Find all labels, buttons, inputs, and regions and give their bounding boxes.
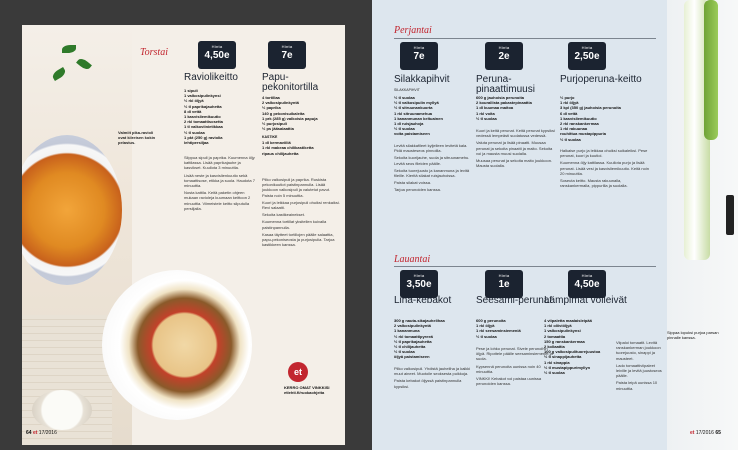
ingredient: 150 g ranskankermaa xyxy=(544,338,585,344)
step: Levitä silakkafileet kyljelleen levitetä kala. Pidä mausteseos pinnoilla. xyxy=(394,143,468,154)
price-heading: Hinta xyxy=(581,273,593,278)
ingredient: 2 tomaattia xyxy=(544,333,566,339)
step: Pilko valkosipuli. Yhdistä jauheliha ja kaikki muut aineet. Muotoile seoksesta puikkoja. xyxy=(394,366,471,377)
price-badge xyxy=(198,41,236,69)
ingredient: 1 dl kermaviiliä xyxy=(262,140,291,146)
ingredient: 1 valkosipulinkynsi xyxy=(184,93,221,99)
step: Lado tomaattiviipaleet leiville ja levitä juustoseos päälle. xyxy=(616,362,662,379)
ingredient: 1 kananmunan keltuainen xyxy=(394,115,443,121)
ingredient: ½ paprika xyxy=(262,105,281,111)
issue-number: 17/2016 xyxy=(38,430,57,436)
photo-caption: Valmiit pika-ravioli ovat kiireisen kokin pelastus. xyxy=(118,130,156,145)
recipe-steps xyxy=(560,148,652,190)
section-divider xyxy=(394,38,656,39)
price-value: 7e xyxy=(413,51,425,62)
price-value: 7e xyxy=(281,50,293,61)
knife-image xyxy=(726,195,734,235)
ingredient: 600 g perunoita xyxy=(476,318,506,323)
magazine-name: et xyxy=(690,430,695,436)
promo-text[interactable]: KERRO OMAT VINKKISI etlehti.fi/ruokaohjeita xyxy=(284,385,330,395)
step: Pilko valkosipuli ja paprika. Ruskista pekonikuutiot paistinpannulla. Lisää joukkoon valkosipuli ja valutetut pavut. Paista noin 5 minuuttia. xyxy=(262,177,331,198)
price-badge xyxy=(568,270,606,298)
step: Kuumenna öljy kattilassa. Kuullota purjo ja lisää perunat. Lisää vesi ja kasvisliemikuutio. Keitä noin 20 minuuttia. xyxy=(560,160,649,176)
ingredient: ½ tl suolaa xyxy=(394,95,415,100)
price-value: 1e xyxy=(498,279,510,290)
recipe-steps xyxy=(262,177,340,249)
price-heading: Hinta xyxy=(581,45,593,50)
ingredient: 1 kasvisliemikuutio xyxy=(560,115,597,121)
dip-bowl-image xyxy=(32,390,92,430)
ingredient: ½ tl suolaa xyxy=(476,115,497,121)
ingredient: 1 dl ruisjauhoja xyxy=(394,121,424,127)
ingredient: ½ tl suolaa xyxy=(560,136,581,142)
ingredient: 1 rkl öljyä xyxy=(560,100,579,106)
step: Sekoita kuorijauhe, suola ja sitruunamehu. Levitä seos fileiden päälle. xyxy=(394,155,470,166)
recipe-subtitle: SILAKKAPIHVIT xyxy=(394,88,420,92)
ingredient: ½ tl suolaa xyxy=(476,333,497,339)
recipe-steps xyxy=(184,155,256,213)
price-badge xyxy=(400,42,438,70)
ingredient: ½ ps jääsalaattia xyxy=(262,126,294,132)
ingredient: 2 rkl ranskankermaa xyxy=(560,121,599,127)
sauce-label: KASTIKE xyxy=(262,135,278,139)
ingredient: 2 kollaattia xyxy=(544,344,565,350)
price-value: 2,50e xyxy=(574,51,600,62)
ingredient-list xyxy=(184,88,254,145)
step: Silppua sipuli ja paprika. Kuumenna öljy kattilassa. Lisää paprikajauhe ja kasvikset. Kuullota 3 minuuttia. xyxy=(184,155,255,171)
ingredient: 1 rkl voita xyxy=(476,110,495,116)
page-number: 64 xyxy=(26,430,32,436)
issue-number: 17/2016 xyxy=(695,430,714,436)
ingredient: ½ tl suolaa xyxy=(394,349,415,355)
ingredient: ½ tl suolaa xyxy=(184,129,205,135)
ingredient: 8 dl vettä xyxy=(184,108,202,114)
recipe-title: Silakkapihvit xyxy=(394,74,450,85)
ingredient: 300 g nauta-sikajauhelihaa xyxy=(394,318,445,323)
section-divider xyxy=(394,266,656,267)
recipe-title: Peruna-pinaattimuusi xyxy=(476,74,535,95)
price-heading: Hinta xyxy=(281,44,293,49)
ingredient: 1 rkl rakuunaa xyxy=(560,126,588,132)
step: Sekoita kastikeainekset. xyxy=(262,212,305,218)
price-value: 3,50e xyxy=(406,279,432,290)
ingredient: ½ tl valkosipulin myllyä xyxy=(394,100,439,106)
step: Kuori ja keitä perunat. Keitä perunat kypsiksi vedessä lempeästi suolatussa vedessä. xyxy=(476,128,555,139)
ingredient: 600 g jauhoisia perunoita xyxy=(476,95,525,100)
day-label: Perjantai xyxy=(394,25,432,36)
step: Muusaa perunat ja sekoita maito joukkoon. Mausta suolalla. xyxy=(476,158,553,169)
ingredient: 1 rkl öljyä xyxy=(476,323,495,329)
page-folio xyxy=(26,430,57,436)
ingredient: ½ tl suolaa xyxy=(394,126,415,132)
ingredient-list xyxy=(394,95,474,137)
ingredient: ½ rkl tomaattipyreeä xyxy=(394,333,433,339)
left-page xyxy=(22,25,345,445)
price-value: 4,50e xyxy=(574,279,600,290)
price-badge xyxy=(268,41,306,69)
price-badge xyxy=(485,42,523,70)
ingredient: 1 kasvisliemikuutio xyxy=(184,114,221,120)
step: Lisää neste ja kasvislienkuutio sekä tomaattisose, etikka ja suola. Haudota 7 minuuttia. xyxy=(184,172,255,189)
recipe-title: Liha-kebakot xyxy=(394,295,452,306)
step: Valuta perunat ja lisää pinaatti. Muusaa perunat ja sekoita pinaatti ja maito. Sekoita voi ja mausta muusi suolalla. xyxy=(476,140,553,156)
step: Kypsennä perunoita uunissa noin 40 minuuttia. xyxy=(476,363,541,374)
ingredient: 2 kourallista pakastepinaattia xyxy=(476,100,532,106)
day-label: Lauantai xyxy=(394,254,431,265)
step: Kuori ja leikkaa purjosipuli ohuiksi renkaiksi. Revi salaatti. xyxy=(262,199,340,211)
side-caption: Sippaa lopuksi purjoa parsan pinnalle kanssa. xyxy=(667,330,719,340)
page-number: 65 xyxy=(715,430,721,436)
ingredient: 2 valkosipulinkyntä xyxy=(394,323,431,329)
recipe-steps xyxy=(476,128,558,170)
ingredient-list xyxy=(476,95,558,121)
recipe-title: Papu-pekonitortilla xyxy=(262,72,319,93)
step: Sekoita tuorejuusto ja kananmuna ja levitä fileille. Kieritä silakat ruisjauhoissa. xyxy=(394,167,470,179)
ingredient: rouhittua mustapippuria xyxy=(560,131,606,137)
step: Soseuta keitto. Mausta rakuunalla, ranskankermalla, pippurilla ja suolalla. xyxy=(560,178,628,189)
ingredient: ½ tl chilijauhetta xyxy=(394,344,426,350)
tortilla-plate-image xyxy=(102,270,252,420)
ingredient: 1 tl valkoviinietikkaa xyxy=(184,124,223,130)
ingredient: 1 kananmuna xyxy=(394,328,420,334)
ingredient: 6 dl vettä xyxy=(560,110,578,116)
ingredient-list xyxy=(560,95,650,142)
price-value: 2e xyxy=(498,51,510,62)
recipe-steps xyxy=(616,340,666,393)
recipe-title: Raviolikeitto xyxy=(184,72,238,83)
ingredient: ½ tl sinappijauhetta xyxy=(544,354,582,360)
ingredient: ripaus chilijauhetta xyxy=(262,150,299,156)
sauce-list xyxy=(262,135,342,156)
recipe-steps xyxy=(394,143,476,195)
ingredient-list xyxy=(394,318,474,360)
ingredient: 1 valkosipulinkynsi xyxy=(544,328,581,334)
ingredient: 100 g valkosipulituorejuustoa xyxy=(544,349,601,355)
ingredient: 4 tortillaa xyxy=(262,95,280,100)
ingredient: ½ tl suolaa xyxy=(544,370,565,376)
leek-leaf-image xyxy=(704,0,718,140)
ingredient: ½ purjosipuli xyxy=(262,121,287,127)
ingredient: lehtipersiljaa xyxy=(184,140,209,146)
ingredient: 3 kpl (350 g) jauhoisia perunoita xyxy=(560,105,621,111)
ingredient: 140 g pekonisuikaleita xyxy=(262,110,305,116)
recipe-title: Purjoperuna-keitto xyxy=(560,74,642,85)
recipe-steps xyxy=(394,366,474,391)
ingredient: 1 dl kuumaa maitoa xyxy=(476,105,514,111)
step: Paista leipä uunissa 10 minuuttia. xyxy=(616,380,658,391)
ingredient: 4 viipaletta maalaisleipää xyxy=(544,318,592,323)
price-heading: Hinta xyxy=(413,45,425,50)
price-heading: Hinta xyxy=(498,273,510,278)
price-heading: Hinta xyxy=(211,44,223,49)
step: Nosta kattila. Keitä paketin ohjeen mukaan ravioleja kuumaan keittoon 2 minuuttia. Viimeistele keitto silputulla persiljalla. xyxy=(184,190,251,211)
ingredient: ½ tl paprikajauhetta xyxy=(394,338,432,344)
step: Pese ja lohko perunat. Sivele perunoihin öljyä. Ripottele päälle seesaminsiemenet ja suola. xyxy=(476,346,553,362)
ingredient: ½ tl sitruunankuorta xyxy=(394,105,433,111)
ingredient: 1 rkl seesaminsiemeniä xyxy=(476,328,521,334)
step: Kuumenna tortillat yksitellen kuivalla paistinpannulla. xyxy=(262,219,327,230)
price-badge xyxy=(568,42,606,70)
ingredient: ½ purjo xyxy=(560,95,575,100)
price-heading: Hinta xyxy=(498,45,510,50)
ingredient: öljyä paistamiseen xyxy=(394,354,430,360)
ingredient-list xyxy=(262,95,342,131)
ingredient: ½ tl mustapippurimyllyn xyxy=(544,364,591,370)
price-heading: Hinta xyxy=(413,273,425,278)
right-page xyxy=(372,0,738,450)
price-badge xyxy=(485,270,523,298)
step: Halkaise purjo ja leikkaa ohuiksi suikaleiksi. Pese perunat, kuori ja kuutioi. xyxy=(560,148,648,159)
ingredient-list xyxy=(544,318,614,375)
et-logo-badge: et xyxy=(288,362,308,382)
ingredient: 1 rkl sinappia xyxy=(544,359,570,365)
ingredient: 1 prk (285 g) valkoisia papuja xyxy=(262,115,318,121)
ingredient: 1 sipuli xyxy=(184,88,198,93)
recipe-title: Seesami-perunat xyxy=(476,295,553,306)
step: Kasaa täytteet tortillojen päälle salaattia, papu-pekoniseosta ja purjosipulia. Tarjoa kastikkeen kanssa. xyxy=(262,231,335,248)
ingredient: 1 rkl makeaa chilikastiketta xyxy=(262,145,314,151)
step: VINKKI! Kebakot voi paistaa uunissa perunoiden kanssa. xyxy=(476,376,542,387)
price-value: 4,50e xyxy=(204,50,230,61)
step: Paista kebakot öljyssä paistinpannulla kypsiksi. xyxy=(394,378,462,389)
ingredient: 1 rkl oliiviöljyä xyxy=(544,323,572,329)
ingredient: 1 rkl sitruunamehua xyxy=(394,110,433,116)
day-label: Torstai xyxy=(140,47,168,58)
magazine-name: et xyxy=(32,430,38,436)
price-badge xyxy=(400,270,438,298)
page-folio xyxy=(690,430,721,436)
ingredient: 2 valkosipulinkyntä xyxy=(262,100,299,106)
ingredient: voita paistamiseen xyxy=(394,131,430,137)
step: Paista silakat voissa. xyxy=(394,180,432,186)
ingredient: ½ rkl öljyä xyxy=(184,98,204,104)
step: Viipaloi tomaatit. Levitä ranskankerman joukkoon tuorejuusto, sinappi ja mausteet. xyxy=(616,340,661,361)
recipe-title: Lämpimät voileivät xyxy=(544,295,627,306)
ingredient: ½ tl paprikajauhetta xyxy=(184,103,222,109)
ingredient: 1 pkt (250 g) raviolia xyxy=(184,134,223,140)
step: Tarjoa perunoiden kanssa. xyxy=(394,187,441,193)
ingredient: 2 rkl tomaattisosetta xyxy=(184,119,223,125)
